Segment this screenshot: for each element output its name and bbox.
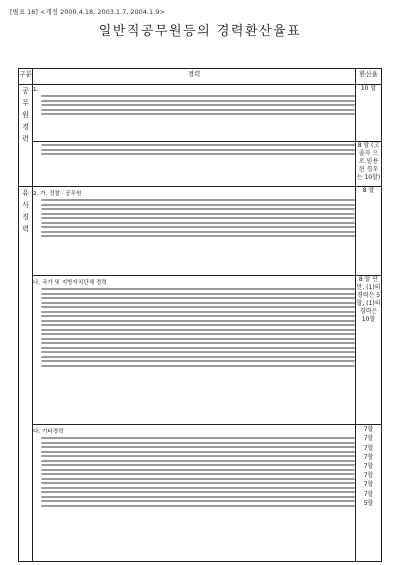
- header-type: 구분: [19, 69, 33, 85]
- table-row: [19, 425, 382, 562]
- rate-cell: 8 할: [356, 187, 382, 276]
- career-cell: [33, 85, 356, 142]
- rate-value: 7할: [363, 462, 374, 470]
- rate-cell: [356, 425, 382, 562]
- rate-value: 7할: [363, 481, 374, 489]
- table-row: [19, 276, 382, 425]
- group-heading: 다. 기타경력: [33, 429, 64, 435]
- header-note: [별표 16] <개정 2000.4.18, 2003.1.7, 2004.1.9>: [10, 8, 165, 16]
- rate-value: 7할: [363, 444, 374, 452]
- table-row: [19, 142, 382, 187]
- item-heading: 1.: [33, 87, 39, 93]
- group-heading: 2. 가. 경찰 · 공무원: [33, 191, 82, 197]
- rate-cell: 8 할 단만, (1)의 경력은 5할, (1)의 경력은 10할: [356, 276, 382, 425]
- table-header-row: [19, 69, 382, 85]
- career-rate-table: [18, 68, 382, 562]
- career-cell: [33, 425, 356, 562]
- header-rate: 환산율: [356, 69, 382, 85]
- career-cell: [33, 276, 356, 425]
- rate-cell: 10 할: [356, 85, 382, 142]
- group-heading: 나. 국가 및 지방자치단체 경력: [33, 280, 107, 286]
- section-label-public: 공 무 원 경 력: [19, 85, 33, 187]
- rate-value: 7할: [363, 490, 374, 498]
- rate-value: 7할: [363, 426, 374, 434]
- page-title: 일반직공무원등의 경력환산율표: [98, 24, 302, 39]
- table-row: [19, 187, 382, 276]
- table-row: [19, 85, 382, 142]
- rate-cell: 8 할 (고졸자 으로 임용된 경우는 10할): [356, 142, 382, 187]
- rate-value: 7할: [363, 472, 374, 480]
- career-cell: [33, 187, 356, 276]
- rate-value: 5할: [363, 499, 374, 507]
- section-label-similar: 유 사 경 력: [19, 187, 33, 562]
- rates-list: [356, 426, 381, 508]
- rate-value: 7할: [363, 435, 374, 443]
- header-career: 경력: [33, 69, 356, 85]
- rate-value: 7할: [363, 453, 374, 461]
- career-cell: [33, 142, 356, 187]
